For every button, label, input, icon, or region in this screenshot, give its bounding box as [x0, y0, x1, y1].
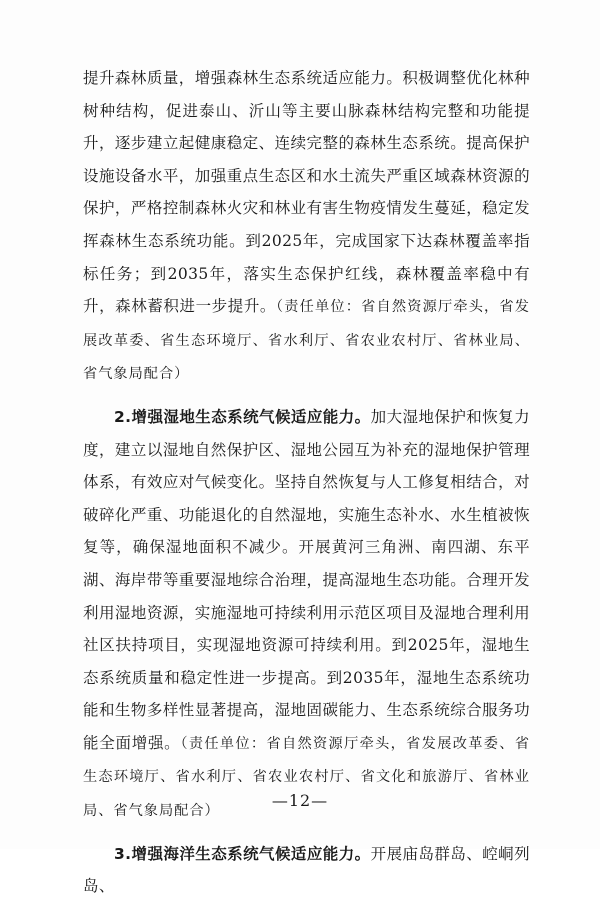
paragraph-ocean	[83, 838, 530, 903]
paragraph-forest-responsibility-note: （责任单位：省自然资源厅牵头，省发展改革委、省生态环境厅、省水利厅、省农业农村厅、省林业局、省气象局配合）	[83, 299, 530, 383]
paragraph-ocean-text: 开展庙岛群岛、崆峒列岛、	[83, 844, 530, 896]
paragraph-forest-text: 提升森林质量，增强森林生态系统适应能力。积极调整优化林种树种结构，促进泰山、沂山等主要山脉森林结构完整和功能提升，逐步建立起健康稳定、连续完整的森林生态系统。提高保护设施设备水平，加强重点生态区和水土流失严重区域森林资源的保护，严格控制森林火灾和林业有害生物疫情发生蔓延，稳定发挥森林生态系统功能。到2025年，完成国家下达森林覆盖率指标任务；到2035年，落实生态保护红线，森林覆盖率稳中有升，森林蓄积进一步提升。	[83, 69, 530, 316]
paragraph-wetland-responsibility-note: （责任单位：省自然资源厅牵头，省发展改革委、省生态环境厅、省水利厅、省农业农村厅、省文化和旅游厅、省林业局、省气象局配合）	[83, 735, 531, 820]
paragraph-wetland	[83, 401, 530, 828]
document-body	[83, 62, 530, 903]
paragraph-wetland-text: 加大湿地保护和恢复力度，建立以湿地自然保护区、湿地公园互为补充的湿地保护管理体系，有效应对气候变化。坚持自然恢复与人工修复相结合，对破碎化严重、功能退化的自然湿地，实施生态补水、水生植被恢复等，确保湿地面积不减少。开展黄河三角洲、南四湖、东平湖、海岸带等重要湿地综合治理，提高湿地生态功能。合理开发利用湿地资源，实施湿地可持续利用示范区项目及湿地合理利用社区扶持项目，实现湿地资源可持续利用。到2025年，湿地生态系统质量和稳定性进一步提高。到2035年，湿地生态系统功能和生物多样性显著提高，湿地固碳能力、生态系统综合服务功能全面增强。	[83, 407, 530, 752]
paragraph-forest	[83, 62, 530, 391]
paragraph-wetland-heading: 2.增强湿地生态系统气候适应能力。	[114, 407, 371, 426]
page-number: —12—	[271, 791, 329, 810]
paragraph-ocean-heading: 3.增强海洋生态系统气候适应能力。	[114, 844, 371, 863]
